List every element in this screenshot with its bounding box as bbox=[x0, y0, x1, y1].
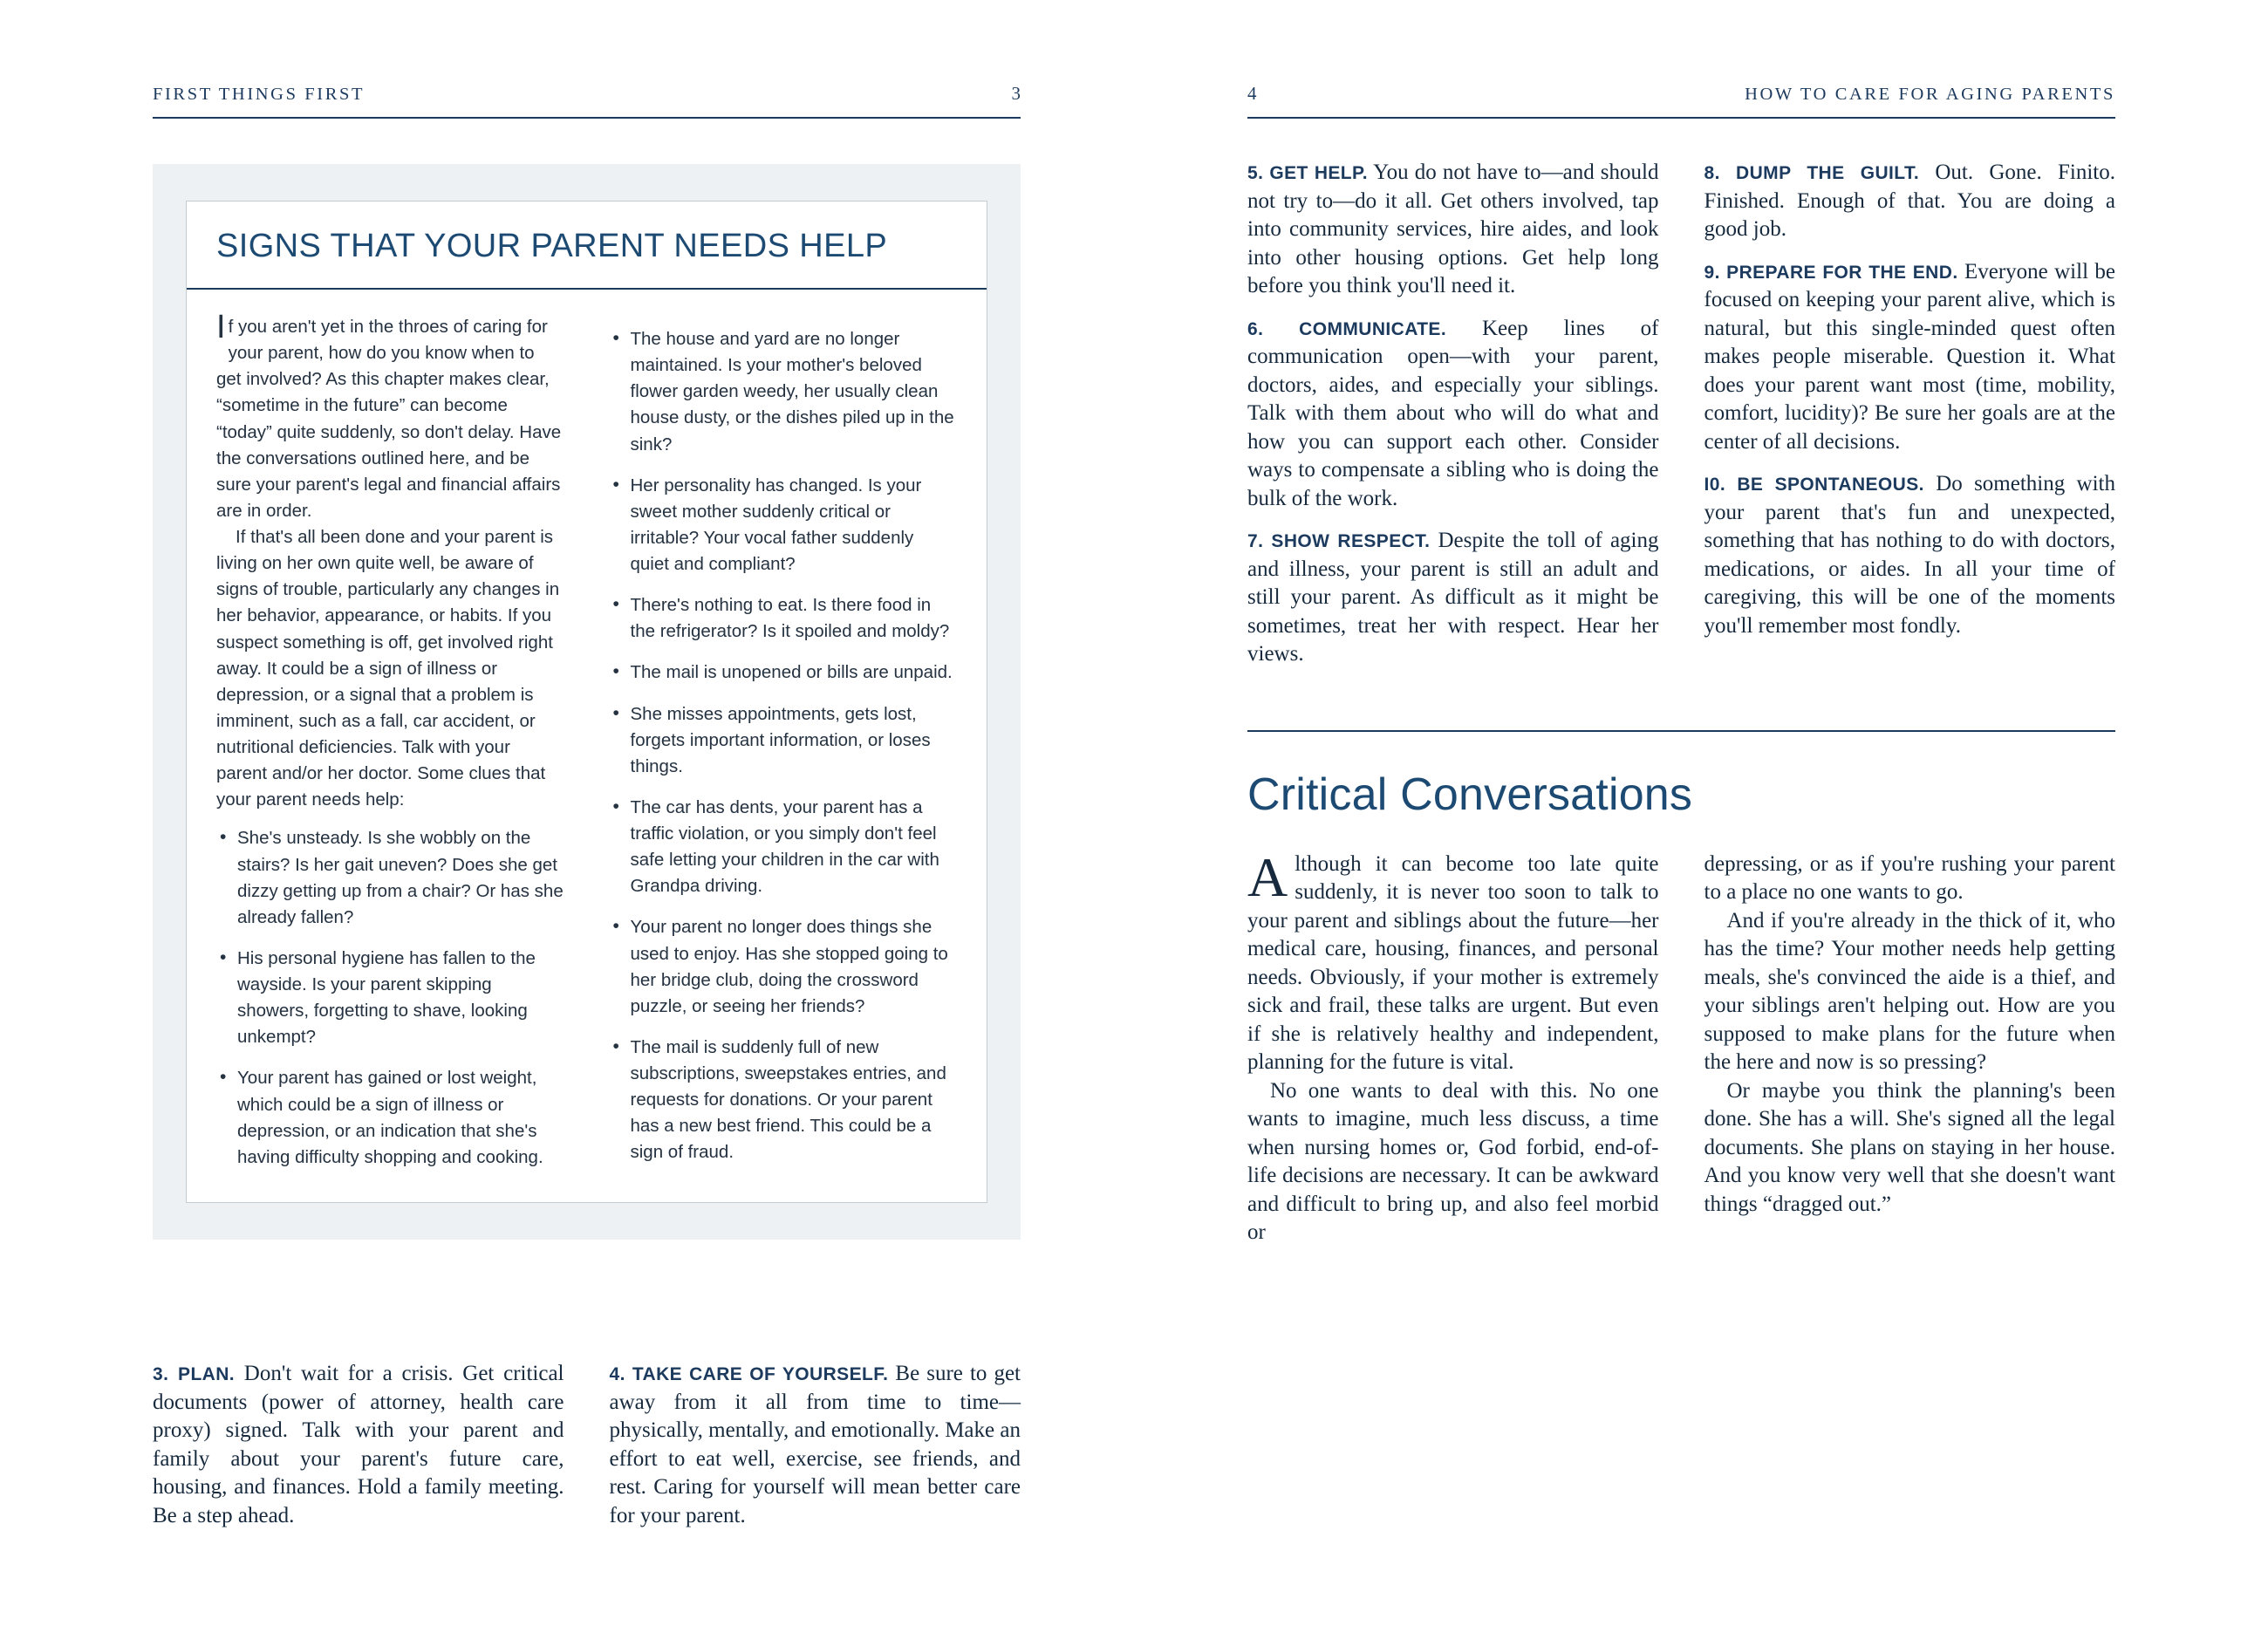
sidebar-intro-text-1: f you aren't yet in the throes of caring for your parent, how do you know when to get involved? As this chapter makes clear, “sometime in the future” can become “today” quite suddenly, so don't delay. Have the conversations outlined here, and be sure your parent's legal and financial affairs are in order. bbox=[216, 317, 562, 521]
numbered-item-text: Don't wait for a crisis. Get critical documents (power of attorney, health care proxy) signed. Talk with your parent and family about your parent's future care, housing, and finances. Hold a family meeting. Be a step ahead. bbox=[153, 1362, 564, 1527]
list-item: • Her personality has changed. Is your sweet mother suddenly critical or irritable? Your vocal father suddenly quiet and compliant? bbox=[610, 473, 958, 578]
numbered-item-label: 3. PLAN. bbox=[153, 1364, 236, 1384]
running-head-title: FIRST THINGS FIRST bbox=[153, 85, 365, 104]
list-item: • His personal hygiene has fallen to the wayside. Is your parent skipping showers, forgetting to shave, looking unkempt? bbox=[216, 946, 564, 1051]
numbered-item-label: I0. BE SPONTANEOUS. bbox=[1704, 475, 1924, 495]
running-head-right bbox=[1247, 83, 2115, 119]
numbered-item-5 bbox=[1247, 159, 1659, 301]
section-paragraph-1 bbox=[1247, 845, 1659, 1077]
numbered-item-text: Be sure to get away from it all from time to time—physically, mentally, and emotionally. Make an effort to eat well, exercise, see friends, and rest. Caring for yourself will mean better care for your parent. bbox=[609, 1362, 1021, 1527]
sidebar-panel bbox=[153, 164, 1021, 1240]
list-item: • The mail is suddenly full of new subscriptions, sweepstakes entries, and requests for donations. Or your parent has a new best friend. This could be a sign of fraud. bbox=[610, 1035, 958, 1166]
list-item: • The mail is unopened or bills are unpaid. bbox=[610, 659, 958, 686]
right-page-columns bbox=[1247, 159, 2115, 669]
numbered-item-label: 4. TAKE CARE OF YOURSELF. bbox=[609, 1364, 889, 1384]
section-paragraph-3: depressing, or as if you're rushing your parent to a place no one wants to go. bbox=[1704, 851, 2115, 904]
page-number: 4 bbox=[1247, 83, 1257, 104]
list-item: • There's nothing to eat. Is there food in the refrigerator? Is it spoiled and moldy? bbox=[610, 592, 958, 645]
sidebar-intro-paragraph-1 bbox=[216, 309, 564, 524]
right-column-left bbox=[1247, 159, 1659, 669]
section-divider bbox=[1247, 730, 2115, 732]
section-column-right bbox=[1704, 851, 2116, 1247]
sidebar-columns bbox=[187, 290, 987, 1202]
numbered-item-7 bbox=[1247, 527, 1659, 669]
numbered-item-label: 7. SHOW RESPECT. bbox=[1247, 531, 1431, 551]
numbered-item-text: Despite the toll of aging and illness, your parent is still an adult and still your parent. As difficult as it might be sometimes, treat her with respect. Hear her views. bbox=[1247, 529, 1659, 666]
running-head-left bbox=[153, 83, 1021, 119]
numbered-item-6 bbox=[1247, 315, 1659, 514]
right-column-right bbox=[1704, 159, 2116, 669]
page-number: 3 bbox=[1011, 83, 1021, 104]
numbered-item-label: 8. DUMP THE GUILT. bbox=[1704, 163, 1920, 183]
numbered-item-label: 6. COMMUNICATE. bbox=[1247, 318, 1447, 339]
list-item: • She misses appointments, gets lost, forgets important information, or loses things. bbox=[610, 701, 958, 780]
section-body-columns bbox=[1247, 845, 2115, 1247]
left-page-bottom-items bbox=[153, 1360, 1021, 1530]
sidebar-title: SIGNS THAT YOUR PARENT NEEDS HELP bbox=[216, 228, 888, 264]
sidebar-header bbox=[187, 202, 987, 290]
section-column-left bbox=[1247, 845, 1659, 1247]
list-item: • The house and yard are no longer maintained. Is your mother's beloved flower garden weedy, her usually clean house dusty, or the dishes piled up in the sink? bbox=[610, 326, 958, 458]
section-heading: Critical Conversations bbox=[1247, 769, 1693, 820]
section-paragraph-5: Or maybe you think the planning's been done. She has a will. She's signed all the legal documents. She plans on staying in her house. And you know very well that she doesn't want things “dragged out.” bbox=[1704, 1078, 2115, 1216]
section-paragraph-2: No one wants to deal with this. No one wants to imagine, much less discuss, a time when nursing homes or, God forbid, end-of-life decisions are necessary. It can be awkward and difficult to bring up, and also feel morbid or bbox=[1247, 1078, 1659, 1244]
numbered-item-label: 9. PREPARE FOR THE END. bbox=[1704, 262, 1958, 283]
drop-cap: I bbox=[216, 309, 226, 345]
sidebar-column-right bbox=[610, 314, 958, 1171]
numbered-item-text: You do not have to—and should not try to—do it all. Get others involved, tap into community services, hire aides, and look into other housing options. Get help long before you think you'll need it. bbox=[1247, 161, 1659, 297]
section-paragraph-1-text: lthough it can become too late quite suddenly, it is never too soon to talk to your parent and siblings about the future—her medical care, housing, finances, and personal needs. Obviously, if your mother is extremely sick and frail, these talks are urgent. But even if she is relatively healthy and independent, planning for the future is vital. bbox=[1247, 851, 1659, 1074]
numbered-item-10 bbox=[1704, 470, 2116, 640]
sidebar-column-left bbox=[216, 309, 564, 1171]
list-item: • Your parent has gained or lost weight, which could be a sign of illness or depression, or an indication that she's having difficulty shopping and cooking. bbox=[216, 1065, 564, 1171]
numbered-item-label: 5. GET HELP. bbox=[1247, 163, 1368, 183]
sidebar-intro-paragraph-2: If that's all been done and your parent is living on her own quite well, be aware of signs of trouble, particularly any changes in her behavior, appearance, or habits. If you suspect something is off, get involved right away. It could be a sign of illness or depression, or a signal that a problem is imminent, such as a fall, car accident, or nutritional deficiencies. Talk with your parent and/or her doctor. Some clues that your parent needs help: bbox=[216, 527, 560, 810]
numbered-item-8 bbox=[1704, 159, 2116, 244]
list-item: • She's unsteady. Is she wobbly on the stairs? Is her gait uneven? Does she get dizzy getting up from a chair? Or has she already fallen? bbox=[216, 825, 564, 931]
right-page bbox=[1134, 0, 2268, 1633]
sidebar-list-left bbox=[216, 825, 564, 1171]
sidebar-list-right bbox=[610, 326, 958, 1166]
running-head-title: HOW TO CARE FOR AGING PARENTS bbox=[1745, 85, 2115, 104]
sidebar-box bbox=[186, 201, 987, 1203]
list-item: • The car has dents, your parent has a traffic violation, or you simply don't feel safe letting your children in the car with Grandpa driving. bbox=[610, 795, 958, 900]
numbered-item-text: Everyone will be focused on keeping your parent alive, which is natural, but this single-minded quest often makes people miserable. Question it. What does your parent want most (time, mobility, comfort, lucidity)? Be sure her goals are at the center of all decisions. bbox=[1704, 259, 2115, 454]
drop-cap: A bbox=[1247, 845, 1288, 908]
numbered-item-3 bbox=[153, 1360, 564, 1530]
section-paragraph-4: And if you're already in the thick of it, who has the time? Your mother needs help getting meals, she's convinced the aide is a thief, and your siblings aren't helping out. How are you supposed to make plans for the future when the here and now is so pressing? bbox=[1704, 908, 2115, 1074]
numbered-item-4 bbox=[610, 1360, 1021, 1530]
numbered-item-text: Do something with your parent that's fun and unexpected, something that has nothing to do with doctors, medications, or aides. In all your time of caregiving, this will be one of the moments you'll remember most fondly. bbox=[1704, 472, 2115, 638]
numbered-item-text: Out. Gone. Finito. Finished. Enough of that. You are doing a good job. bbox=[1704, 161, 2115, 241]
numbered-item-text: Keep lines of communication open—with your parent, doctors, aides, and especially your siblings. Talk with them about who will do what and how you can support each other. Consider ways to compensate a sibling who is doing the bulk of the work. bbox=[1247, 316, 1659, 510]
list-item: • Your parent no longer does things she used to enjoy. Has she stopped going to her bridge club, doing the crossword puzzle, or seeing her friends? bbox=[610, 914, 958, 1020]
numbered-item-9 bbox=[1704, 258, 2116, 457]
